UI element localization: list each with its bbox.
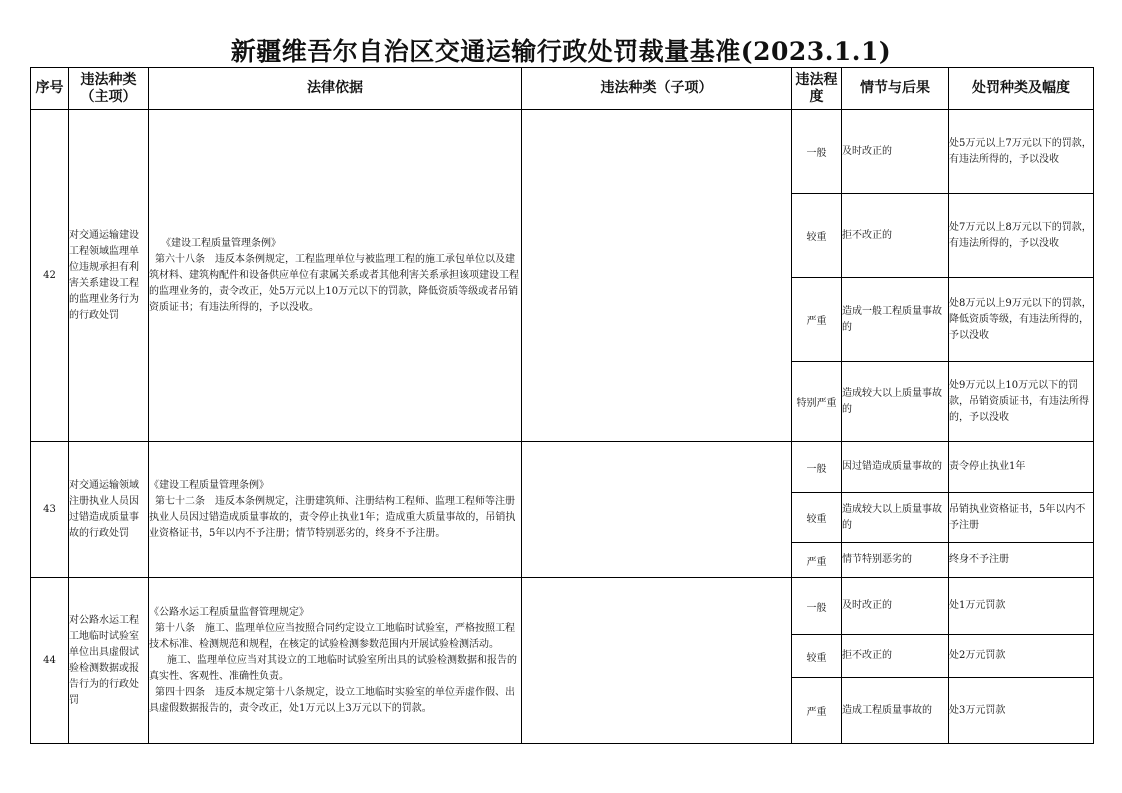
- header-seq: 序号: [31, 68, 69, 110]
- row-legal-basis: [149, 442, 522, 578]
- level-circumstance: 及时改正的: [842, 110, 949, 194]
- level-circumstance: 情节特别恶劣的: [842, 543, 949, 578]
- row-seq: 43: [31, 442, 69, 578]
- level-circumstance: 因过错造成质量事故的: [842, 442, 949, 493]
- basis-article: 第六十八条 违反本条例规定，工程监理单位与被监理工程的施工承包单位以及建筑材料、建筑构配件和设备供应单位有隶属关系或者其他利害关系承担该项建设工程的监理业务的，责令改正，处5万元以上10万元以下的罚款，降低资质等级或者吊销资质证书；有违法所得的，予以没收。: [149, 253, 519, 313]
- level-penalty: 吊销执业资格证书，5年以内不予注册: [949, 493, 1094, 543]
- level-degree: 较重: [792, 635, 842, 678]
- table-row: [31, 110, 1094, 194]
- level-penalty: 处3万元罚款: [949, 678, 1094, 744]
- basis-article: 第十八条 施工、监理单位应当按照合同约定设立工地临时试验室，严格按照工程技术标准、检测规范和规程，在核定的试验检测参数范围内开展试验检测活动。: [149, 622, 515, 650]
- level-penalty: 处2万元罚款: [949, 635, 1094, 678]
- basis-doc-title: 《公路水运工程质量监督管理规定》: [149, 606, 309, 618]
- basis-article: 第四十四条 违反本规定第十八条规定，设立工地临时实验室的单位弄虚作假、出具虚假数据报告的，责令改正，处1万元以上3万元以下的罚款。: [149, 686, 515, 714]
- row-sub-category: [522, 110, 792, 442]
- basis-doc-title: 《建设工程质量管理条例》: [149, 479, 269, 491]
- level-penalty: 责令停止执业1年: [949, 442, 1094, 493]
- level-degree: 严重: [792, 278, 842, 362]
- level-degree: 一般: [792, 442, 842, 493]
- row-main-category: 对交通运输建设工程领域监理单位违规承担有利害关系建设工程的监理业务行为的行政处罚: [69, 110, 149, 442]
- level-circumstance: 及时改正的: [842, 578, 949, 635]
- level-degree: 严重: [792, 678, 842, 744]
- level-degree: 严重: [792, 543, 842, 578]
- row-sub-category: [522, 578, 792, 744]
- header-main-category: 违法种类（主项）: [69, 68, 149, 110]
- row-main-category: 对公路水运工程工地临时试验室单位出具虚假试验检测数据或报告行为的行政处罚: [69, 578, 149, 744]
- row-seq: 44: [31, 578, 69, 744]
- level-degree: 特别严重: [792, 362, 842, 442]
- page-title: 新疆维吾尔自治区交通运输行政处罚裁量基准(2023.1.1): [230, 37, 892, 66]
- level-circumstance: 拒不改正的: [842, 635, 949, 678]
- level-penalty: 处8万元以上9万元以下的罚款，降低资质等级，有违法所得的，予以没收: [949, 278, 1094, 362]
- basis-doc-title: 《建设工程质量管理条例》: [161, 237, 281, 249]
- level-penalty: 处7万元以上8万元以下的罚款，有违法所得的，予以没收: [949, 194, 1094, 278]
- level-degree: 较重: [792, 493, 842, 543]
- row-legal-basis: [149, 110, 522, 442]
- header-penalty: 处罚种类及幅度: [949, 68, 1094, 110]
- row-main-category: 对交通运输领域注册执业人员因过错造成质量事故的行政处罚: [69, 442, 149, 578]
- row-sub-category: [522, 442, 792, 578]
- header-row: [31, 68, 1094, 110]
- header-circumstances: 情节与后果: [842, 68, 949, 110]
- table-row: [31, 578, 1094, 635]
- basis-article: 第七十二条 违反本条例规定，注册建筑师、注册结构工程师、监理工程师等注册执业人员因过错造成质量事故的，责令停止执业1年；造成重大质量事故的，吊销执业资格证书，5年以内不予注册；情节特别恶劣的，终身不予注册。: [149, 495, 516, 539]
- level-circumstance: 造成较大以上质量事故的: [842, 493, 949, 543]
- level-degree: 较重: [792, 194, 842, 278]
- level-circumstance: 拒不改正的: [842, 194, 949, 278]
- row-legal-basis: [149, 578, 522, 744]
- level-penalty: 处1万元罚款: [949, 578, 1094, 635]
- level-circumstance: 造成一般工程质量事故的: [842, 278, 949, 362]
- header-degree: 违法程度: [792, 68, 842, 110]
- level-circumstance: 造成工程质量事故的: [842, 678, 949, 744]
- level-degree: 一般: [792, 578, 842, 635]
- level-circumstance: 造成较大以上质量事故的: [842, 362, 949, 442]
- level-penalty: 处5万元以上7万元以下的罚款，有违法所得的，予以没收: [949, 110, 1094, 194]
- header-sub-category: 违法种类（子项）: [522, 68, 792, 110]
- level-penalty: 处9万元以上10万元以下的罚款，吊销资质证书，有违法所得的，予以没收: [949, 362, 1094, 442]
- row-seq: 42: [31, 110, 69, 442]
- table-row: [31, 442, 1094, 493]
- header-legal-basis: 法律依据: [149, 68, 522, 110]
- level-degree: 一般: [792, 110, 842, 194]
- penalty-table: [30, 67, 1094, 744]
- level-penalty: 终身不予注册: [949, 543, 1094, 578]
- basis-article: 施工、监理单位应当对其设立的工地临时试验室所出具的试验检测数据和报告的真实性、客观性、准确性负责。: [149, 654, 517, 682]
